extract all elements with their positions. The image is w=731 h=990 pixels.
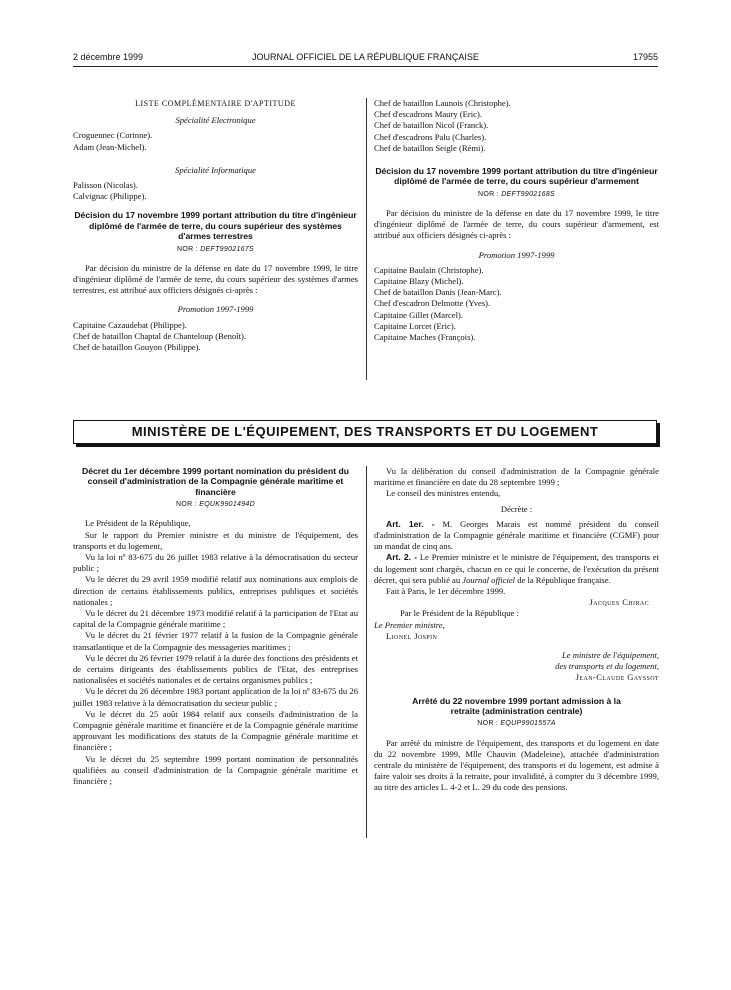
article-2-text-b: de la République française. <box>515 574 611 585</box>
name-list <box>73 130 358 152</box>
arrete-title: Arrêté du 22 novembre 1999 portant admission à la retraite (administration centrale) <box>412 695 621 717</box>
article-2-text-a: Le Premier ministre et le ministre de l'équipement, des transports et du logement sont chargés, chacun en ce qui le concerne, de l'exécution du présent décret, qui sera publié au <box>374 552 659 585</box>
list-item: Chef d'escadron Delmotte (Yves). <box>374 298 491 309</box>
specialty-title: Spécialité Electronique <box>175 115 256 126</box>
nor-code: DEFT9902168S <box>501 190 555 198</box>
name-list <box>374 265 659 343</box>
visa-paragraph: Vu le décret du 25 août 1984 relatif aux conseils d'administration de la Compagnie générale maritime et financière et de la Compagnie générale maritime approuvant les modifications des statuts de la Compagnie générale maritime et financière ; <box>73 708 358 753</box>
nor-code: EQUK9901494D <box>199 501 255 509</box>
right-column-bottom <box>374 466 659 794</box>
decret-intro: Le Président de la République, <box>85 518 191 529</box>
nor-label: NOR : <box>176 501 200 509</box>
list-item: Adam (Jean-Michel). <box>73 141 147 152</box>
ministre-title-2: des transports et du logement, <box>555 661 659 672</box>
ministre-name: Jean-Claude Gayssot <box>575 672 659 683</box>
article-2-label: Art. 2. - <box>386 552 417 563</box>
promotion-title: Promotion 1997-1999 <box>177 304 254 315</box>
column-divider-top <box>366 98 367 380</box>
nor-code: EQUP9901557A <box>500 720 556 728</box>
article-1 <box>374 519 659 553</box>
nor-reference <box>73 244 358 255</box>
decision-body: Par décision du ministre de la défense en date du 17 novembre 1999, le titre d'ingénieur diplômé de l'armée de terre, du cours supérieur des systèmes d'armes terrestres, est attribué aux officiers désignés ci-après : <box>73 262 358 296</box>
list-item: Chef de bataillon Chaptal de Chanteloup (Benoît). <box>73 330 247 341</box>
list-item: Capitaine Lorcet (Eric). <box>374 320 456 331</box>
promotion-title: Promotion 1997-1999 <box>478 249 555 260</box>
arrete-body: Par arrêté du ministre de l'équipement, des transports et du logement en date du 22 novembre 1999, Mlle Chauvin (Madeleine), attachée d'administration centrale du ministère de l'équipement, des transports et du logement, est admise à faire valoir ses droits à la retraite, pour invalidité, à compter du 3 décembre 1999, au titre des articles L. 4-2 et L. 29 du code des pensions. <box>374 737 659 793</box>
decision-title: Décision du 17 novembre 1999 portant attribution du titre d'ingénieur diplômé de l'armée de terre, du cours supérieur des systèmes d'armes terrestres <box>74 210 357 242</box>
decret-title: Décret du 1er décembre 1999 portant nomination du président du conseil d'administration de la Compagnie générale maritime et financière <box>82 466 349 497</box>
list-item: Chef de bataillon Seigle (Rémi). <box>374 142 486 153</box>
premier-ministre-title: Le Premier ministre, <box>374 619 445 630</box>
nor-reference <box>374 189 659 200</box>
list-item: Palisson (Nicolas). <box>73 180 138 191</box>
article-1-text: M. Georges Marais est nommé président du conseil d'administration de la Compagnie générale maritime et financière (CGMF) pour un mandat de cinq ans. <box>374 518 659 552</box>
decision-title: Décision du 17 novembre 1999 portant attribution du titre d'ingénieur diplômé de l'armée de terre, du cours supérieur d'armement <box>375 166 658 187</box>
name-list <box>73 320 358 354</box>
right-column-top <box>374 98 659 343</box>
header-date: 2 décembre 1999 <box>73 52 144 62</box>
decision-body: Par décision du ministre de la défense en date du 17 novembre 1999, le titre d'ingénieur diplômé de l'armée de terre, du cours supérieur d'armement, est attribué aux officiers désignés ci-après : <box>374 208 659 241</box>
article-2 <box>374 552 659 586</box>
list-item: Capitaine Gillet (Marcel). <box>374 309 464 320</box>
visa-paragraph: Sur le rapport du Premier ministre et du ministre de l'équipement, des transports et du logement, <box>73 529 358 551</box>
list-item: Capitaine Maches (François). <box>374 332 476 343</box>
list-item: Chef d'escadrons Maury (Eric). <box>374 109 482 120</box>
nor-code: DEFT9902167S <box>200 245 254 253</box>
list-item: Calvignac (Philippe). <box>73 191 147 202</box>
column-divider-bottom <box>366 466 367 838</box>
list-item: Chef de bataillon Launois (Christophe). <box>374 98 511 108</box>
left-column-top <box>73 98 358 353</box>
specialty-title: Spécialité Informatique <box>175 164 256 175</box>
visa-paragraph: Vu la délibération du conseil d'administration de la Compagnie générale maritime et financière en date du 28 septembre 1999 ; <box>374 466 659 488</box>
list-item: Capitaine Cazaudebat (Philippe). <box>73 319 187 330</box>
nor-label: NOR : <box>478 190 502 198</box>
header-page-number: 17955 <box>632 52 658 62</box>
header-rule <box>73 66 658 67</box>
list-title: LISTE COMPLÉMENTAIRE D'APTITUDE <box>135 99 296 108</box>
list-item: Capitaine Blazy (Michel). <box>374 276 464 287</box>
ministry-banner: MINISTÈRE DE L'ÉQUIPEMENT, DES TRANSPORTS ET DU LOGEMENT <box>73 420 657 444</box>
list-item: Chef d'escadrons Palu (Charles). <box>374 131 487 142</box>
list-item: Chef de bataillon Nicol (Franck). <box>374 120 489 131</box>
par-le-president: Par le Président de la République : <box>400 608 519 619</box>
visa-paragraph: Vu le décret du 29 avril 1959 modifié relatif aux nominations aux emplois de direction de certains établissements publics, entreprises publiques et sociétés nationales ; <box>73 574 358 607</box>
list-item: Croguennec (Corinne). <box>73 130 153 141</box>
nor-reference <box>374 718 659 729</box>
visa-paragraph: Vu le décret du 25 septembre 1999 portant nomination de personnalités qualifiées au conseil d'administration de la Compagnie générale maritime et financière ; <box>73 753 358 787</box>
ministre-title-1: Le ministre de l'équipement, <box>562 650 659 661</box>
visa-paragraph: Vu le décret du 26 décembre 1983 portant application de la loi nº 83-675 du 26 juillet 1983 relative à la démocratisation du secteur public ; <box>73 686 358 708</box>
visa-paragraph: Vu le décret du 21 février 1977 relatif à la fusion de la Compagnie générale transatlantique et de la Compagnie des messageries maritimes ; <box>73 630 358 652</box>
article-2-journal: Journal officiel <box>462 574 516 585</box>
nor-label: NOR : <box>477 720 501 728</box>
decrete-label: Décrète : <box>500 503 533 514</box>
name-list <box>374 98 659 154</box>
left-column-bottom <box>73 466 358 787</box>
name-list <box>73 180 358 202</box>
list-item: Chef de bataillon Danis (Jean-Marc). <box>374 287 502 298</box>
fait-a-paris: Fait à Paris, le 1er décembre 1999. <box>386 586 506 597</box>
article-1-label: Art. 1er. - <box>386 518 435 529</box>
nor-label: NOR : <box>177 245 201 253</box>
visa-paragraph: Le conseil des ministres entendu, <box>386 488 501 499</box>
header-title: JOURNAL OFFICIEL DE LA RÉPUBLIQUE FRANÇAISE <box>252 52 479 62</box>
visa-paragraph: Vu le décret du 26 février 1979 relatif à la durée des fonctions des présidents et de certains dirigeants des établissements publics de l'Etat, des entreprises nationalisées et sociétés nationales et de certains organismes publics ; <box>73 652 358 686</box>
president-signature: Jacques Chirac <box>589 597 649 608</box>
nor-reference <box>73 499 358 510</box>
list-item: Chef de bataillon Gouyon (Philippe). <box>73 342 201 353</box>
visa-paragraph: Vu la loi nº 83-675 du 26 juillet 1983 relative à la démocratisation du secteur public ; <box>73 552 358 574</box>
visa-paragraph: Vu le décret du 21 décembre 1973 modifié relatif à la participation de l'Etat au capital de la Compagnie générale maritime ; <box>73 608 358 630</box>
page-header <box>73 52 658 66</box>
premier-ministre-name: Lionel Jospin <box>386 630 438 641</box>
list-item: Capitaine Baulain (Christophe). <box>374 264 484 275</box>
